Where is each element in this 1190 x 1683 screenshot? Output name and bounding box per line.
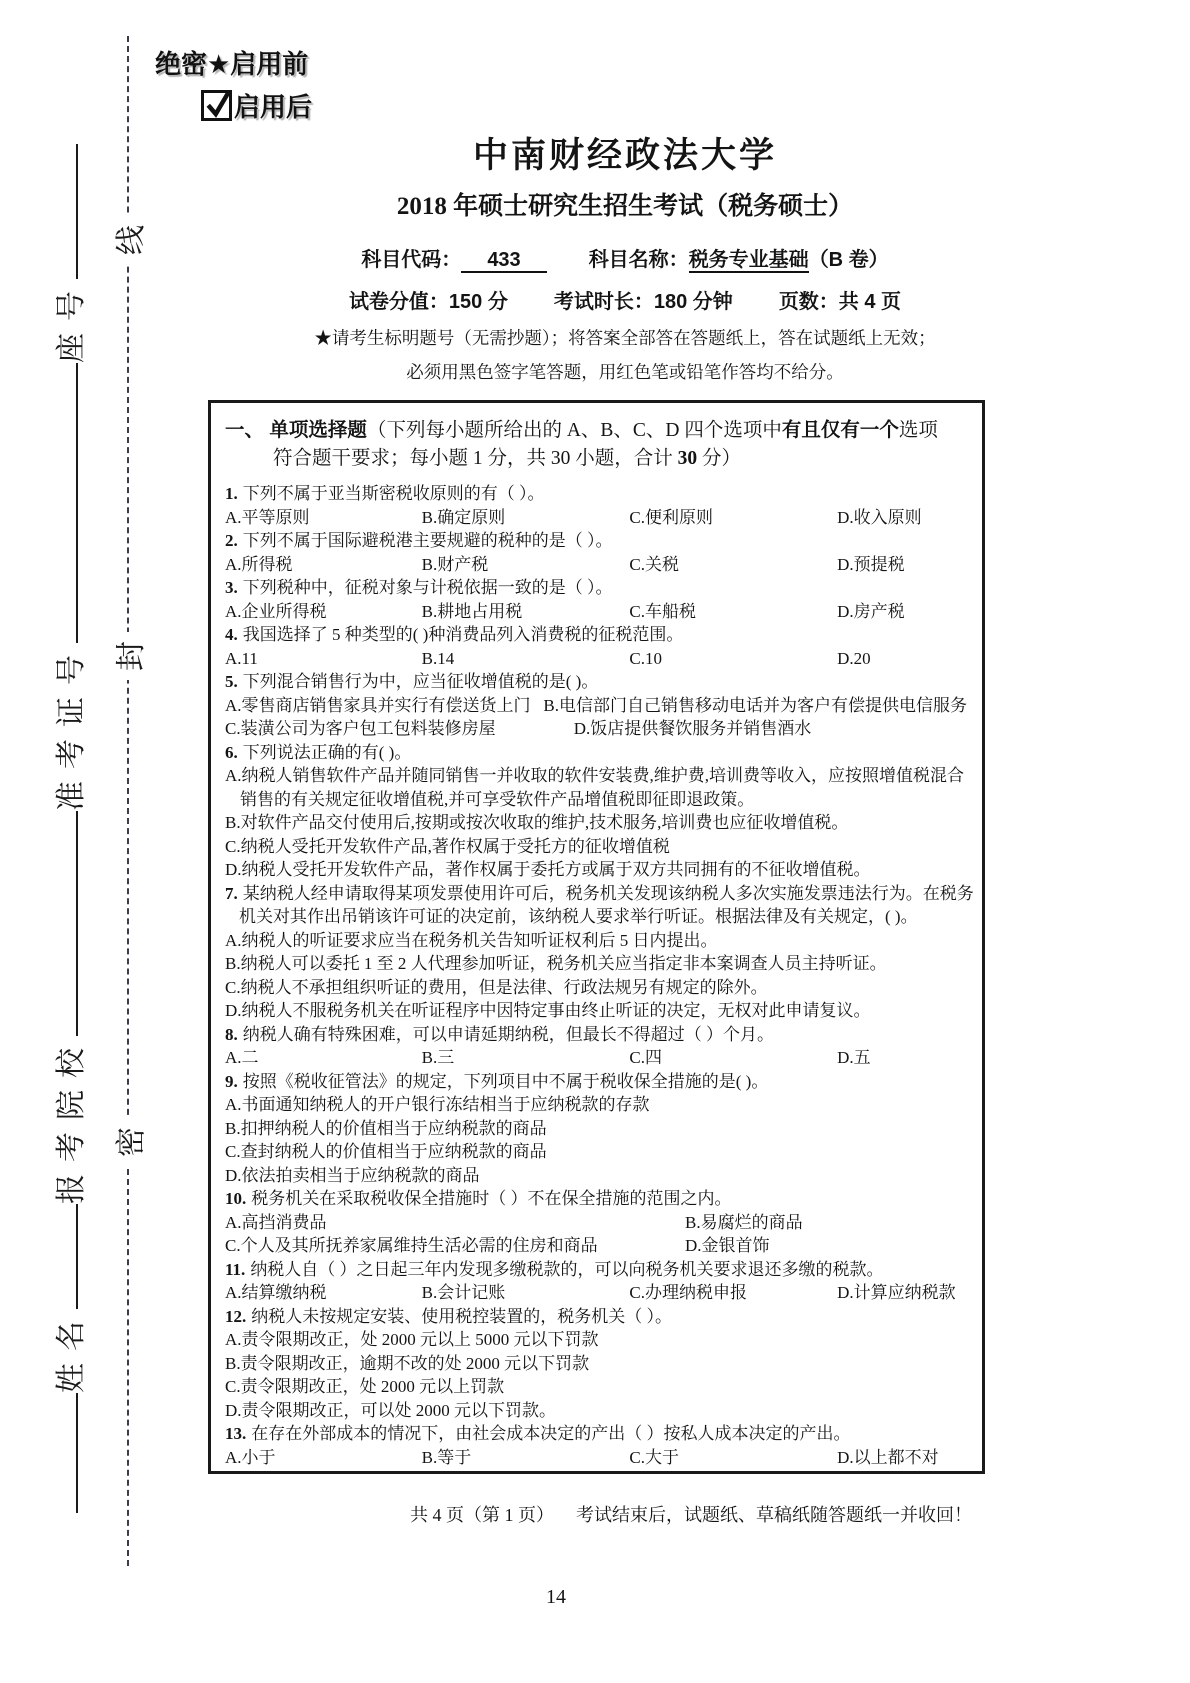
- section-number: 一、: [225, 419, 270, 441]
- option-B: B.财产税: [421, 554, 489, 574]
- school-label: 报考院校: [55, 1036, 88, 1204]
- option-C: C.装潢公司为客户包工包料装修房屋: [225, 719, 496, 738]
- question-number: 4.: [225, 625, 238, 644]
- option-row: [225, 647, 967, 671]
- question-6: [225, 741, 967, 882]
- option-A: A.11: [225, 648, 258, 668]
- question-11: [225, 1258, 967, 1305]
- option-B: B.纳税人可以委托 1 至 2 人代理参加听证，税务机关应当指定非本案调查人员主持听证。: [225, 954, 887, 973]
- section-desc-bold: 有且仅有一个: [781, 420, 899, 441]
- option-B: B.易腐烂的商品: [685, 1212, 803, 1232]
- option-C: C.纳税人受托开发软件产品,著作权属于受托方的征收增值税: [225, 836, 670, 856]
- option-C: C.纳税人不承担组织听证的费用，但是法律、行政法规另有规定的除外。: [225, 977, 768, 997]
- question-number: 8.: [225, 1024, 238, 1044]
- question-12: [225, 1305, 967, 1423]
- question-number: 9.: [225, 1071, 238, 1091]
- option-A: A.企业所得税: [225, 601, 327, 621]
- question-number: 5.: [225, 672, 238, 691]
- pages-label: 页数：共 4 页: [778, 291, 902, 313]
- option-A: A.责令限期改正，处 2000 元以上 5000 元以下罚款: [225, 1330, 599, 1349]
- question-number: 10.: [225, 1189, 247, 1208]
- question-stem: 1. 下列不属于亚当斯密税收原则的有（ ）。: [225, 484, 545, 503]
- seal-dashed-line: [127, 36, 129, 1566]
- option-A: A.纳税人的听证要求应当在税务机关告知听证权利后 5 日内提出。: [225, 930, 718, 950]
- subject-name-value: 税务专业基础: [688, 249, 809, 271]
- option-B: B.电信部门自己销售移动电话并为客户有偿提供电信服务: [543, 695, 967, 715]
- seal-char-feng: 封: [104, 632, 152, 680]
- subject-line: [250, 243, 1000, 272]
- question-stem: 12. 纳税人未按规定安装、使用税控装置的，税务机关（ ）。: [225, 1306, 672, 1326]
- blank-line: [46, 1393, 78, 1513]
- question-10: [225, 1187, 967, 1258]
- question-4: [225, 623, 967, 670]
- seal-label-strip: [46, 143, 90, 1513]
- option-B: B.14: [421, 648, 455, 668]
- option-D: D.依法拍卖相当于应纳税款的商品: [225, 1165, 480, 1185]
- instruction-note-2: 必须用黑色签字笔答题，用红色笔或铅笔作答均不给分。: [406, 362, 844, 382]
- option-C: C.办理纳税申报: [629, 1283, 747, 1302]
- question-stem: 机关对其作出吊销该许可证的决定前，该纳税人要求举行听证。根据法律及有关规定，( )。: [239, 907, 918, 926]
- question-number: 13.: [225, 1424, 247, 1443]
- option-A: A.二: [225, 1048, 259, 1067]
- option-C: C.四: [629, 1048, 662, 1067]
- subject-name-label: 科目名称：: [588, 249, 689, 271]
- option-row: [225, 717, 967, 741]
- subject-paper-type: （B 卷）: [808, 249, 889, 271]
- option-B: B.扣押纳税人的价值相当于应纳税款的商品: [225, 1118, 547, 1138]
- question-stem: 8. 纳税人确有特殊困难，可以申请延期纳税，但最长不得超过（ ）个月。: [225, 1024, 774, 1044]
- option-A: A.书面通知纳税人的开户银行冻结相当于应纳税款的存款: [225, 1095, 650, 1114]
- option-C: C.车船税: [629, 601, 696, 621]
- option-D: D.五: [837, 1048, 871, 1067]
- option-D: D.纳税人不服税务机关在听证程序中因特定事由终止听证的决定，无权对此申请复议。: [225, 1001, 871, 1020]
- after-use-row: [201, 87, 312, 124]
- seal-char-line: 线: [104, 216, 152, 264]
- question-7: [225, 882, 974, 1023]
- question-number: 11.: [225, 1259, 246, 1279]
- option-D: D.预提税: [837, 554, 905, 574]
- option-row: [225, 1046, 967, 1070]
- subject-code-label: 科目代码：: [361, 249, 462, 271]
- question-number: 6.: [225, 742, 238, 762]
- question-number: 1.: [225, 484, 238, 503]
- blank-line: [46, 811, 78, 1036]
- option-A: A.结算缴纳税: [225, 1283, 327, 1302]
- option-B: B.责令限期改正，逾期不改的处 2000 元以下罚款: [225, 1353, 590, 1373]
- option-C: C.10: [629, 648, 662, 668]
- question-2: [225, 529, 967, 576]
- option-A: A.零售商店销售家具并实行有偿送货上门: [225, 695, 531, 715]
- option-C: C.个人及其所抚养家属维持生活必需的住房和商品: [225, 1236, 598, 1255]
- option-row: [225, 1211, 967, 1235]
- option-D: D.责令限期改正，可以处 2000 元以下罚款。: [225, 1400, 557, 1420]
- blank-line: [46, 1204, 78, 1309]
- question-stem: 2. 下列不属于国际避税港主要规避的税种的是（ ）。: [225, 531, 613, 550]
- score-label: 试卷分值：150 分: [348, 291, 508, 313]
- option-B: B.对软件产品交付使用后,按期或按次收取的维护,技术服务,培训费也应征收增值税。: [225, 813, 849, 832]
- question-stem: 10. 税务机关在采取税收保全措施时（ ）不在保全措施的范围之内。: [225, 1189, 732, 1208]
- question-stem: 7. 某纳税人经申请取得某项发票使用许可后，税务机关发现该纳税人多次实施发票违法行为。在税务: [225, 883, 974, 903]
- section-desc-2: 选项: [898, 420, 938, 441]
- option-D: D.20: [837, 648, 871, 668]
- classification-block: [155, 44, 312, 124]
- question-stem: 6. 下列说法正确的有( )。: [225, 742, 412, 762]
- question-stem: 9. 按照《税收征管法》的规定，下列项目中不属于税收保全措施的是( )。: [225, 1071, 769, 1091]
- option-row: [225, 1446, 967, 1470]
- question-5: [225, 670, 967, 741]
- after-use-label: 启用后: [234, 92, 313, 122]
- question-8: [225, 1023, 967, 1070]
- question-box: [208, 400, 985, 1474]
- option-D: D.计算应纳税款: [837, 1283, 956, 1302]
- blank-line: [46, 144, 78, 279]
- option-C: C.查封纳税人的价值相当于应纳税款的商品: [225, 1142, 547, 1161]
- option-A: A.小于: [225, 1447, 276, 1467]
- question-1: [225, 482, 967, 529]
- subject-code-value: 433: [461, 249, 546, 273]
- page-number: 14: [546, 1586, 566, 1608]
- option-C: C.便利原则: [629, 507, 713, 527]
- option-row: [225, 506, 967, 530]
- question-stem: 5. 下列混合销售行为中，应当征收增值税的是( )。: [225, 672, 599, 691]
- option-C: C.大于: [629, 1447, 679, 1467]
- question-number: 7.: [225, 883, 238, 903]
- question-3: [225, 576, 967, 623]
- option-D: D.饭店提供餐饮服务并销售酒水: [573, 719, 812, 738]
- question-13: [225, 1422, 967, 1469]
- exam-meta-line: [250, 285, 1000, 314]
- question-number: 3.: [225, 578, 238, 597]
- option-B: B.三: [421, 1048, 455, 1067]
- option-row: [225, 1281, 967, 1305]
- blank-line: [46, 363, 78, 643]
- footer-collect-note: 考试结束后，试题纸、草稿纸随答题纸一并收回！: [576, 1505, 972, 1525]
- footer-page-info: 共 4 页（第 1 页）: [410, 1505, 554, 1525]
- question-number: 2.: [225, 531, 238, 550]
- duration-label: 考试时长：180 分钟: [553, 291, 733, 313]
- option-row: [225, 600, 967, 624]
- option-C: C.责令限期改正，处 2000 元以上罚款: [225, 1377, 505, 1396]
- question-stem: 13. 在存在外部成本的情况下，由社会成本决定的产出（ ）按私人成本决定的产出。: [225, 1424, 851, 1443]
- section-title: 单项选择题: [269, 419, 367, 441]
- seal-char-mi: 密: [104, 1118, 152, 1166]
- option-A: A.高挡消费品: [225, 1212, 327, 1232]
- option-B: B.耕地占用税: [421, 601, 523, 621]
- option-D: D.收入原则: [837, 507, 922, 527]
- option-A: A.所得税: [225, 554, 293, 574]
- question-stem: 3. 下列税种中，征税对象与计税依据一致的是（ ）。: [225, 578, 613, 597]
- question-stem: 11. 纳税人自（ ）之日起三年内发现多缴税款的，可以向税务机关要求退还多缴的税款。: [225, 1259, 884, 1279]
- option-D: D.房产税: [837, 601, 905, 621]
- option-D: D.以上都不对: [837, 1447, 939, 1467]
- section-heading-line1: [225, 416, 967, 445]
- question-stem: 4. 我国选择了 5 种类型的( )种消费品列入消费税的征税范围。: [225, 625, 684, 644]
- university-title: 中南财经政法大学: [472, 136, 777, 175]
- option-D: D.纳税人受托开发软件产品，著作权属于委托方或属于双方共同拥有的不征收增值税。: [225, 860, 871, 879]
- question-number: 12.: [225, 1306, 247, 1326]
- seat-no-label: 座号: [55, 279, 88, 363]
- option-D: D.金银首饰: [685, 1236, 770, 1255]
- section-heading: [225, 416, 967, 473]
- option-A: A.纳税人销售软件产品并随同销售一并收取的软件安装费,维护费,培训费等收入，应按照增值税混合销售的有关规定征收增值税,并可享受软件产品增值税即征即退政策。: [225, 766, 965, 809]
- section-heading-line2: 符合题干要求；每小题 1 分，共 30 小题，合计 30 分）: [273, 448, 742, 469]
- name-label: 姓名: [55, 1309, 88, 1393]
- exam-title: 2018 年硕士研究生招生考试（税务硕士）: [396, 193, 854, 220]
- question-9: [225, 1070, 967, 1188]
- option-A: A.平等原则: [225, 507, 310, 527]
- instruction-note-1: ★请考生标明题号（无需抄题）；将答案全部答在答题纸上，答在试题纸上无效；: [314, 328, 936, 348]
- option-B: B.会计记账: [421, 1283, 506, 1302]
- option-row: [225, 553, 967, 577]
- option-row: [225, 1234, 967, 1258]
- question-list: [225, 482, 974, 1469]
- section-desc: （下列每小题所给出的 A、B、C、D 四个选项中: [366, 420, 782, 441]
- before-use-label: 绝密★启用前: [155, 49, 309, 79]
- checkbox-checked-icon: [201, 90, 232, 121]
- page-footer: [410, 1501, 972, 1527]
- option-B: B.确定原则: [421, 507, 506, 527]
- option-row: [225, 694, 967, 718]
- admission-no-label: 准考证号: [55, 643, 88, 811]
- option-B: B.等于: [421, 1447, 472, 1467]
- option-C: C.关税: [629, 554, 679, 574]
